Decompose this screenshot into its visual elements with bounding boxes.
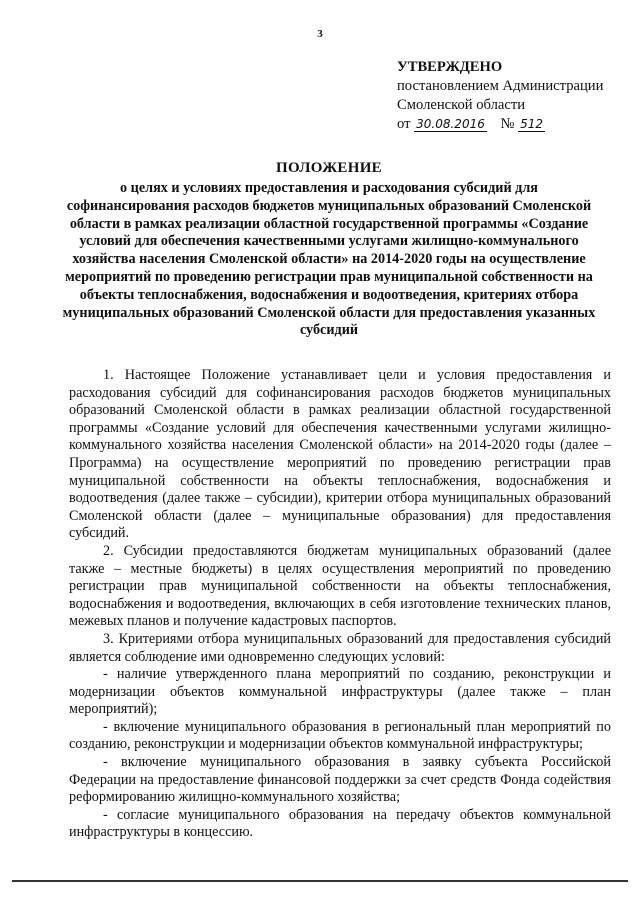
approval-line-2: Смоленской области <box>397 97 526 113</box>
paragraph-1: 1. Настоящее Положение устанавливает цели и условия предоставления и расходования субсидий для софинансирования расходов бюджетов муниципальных образований Смоленской области в рамках реализации областной государственной программы «Создание условий для обеспечения качественными услугами жилищно-коммунального хозяйства населения Смоленской области» на 2014-2020 годы (далее – Программа) на осуществление мероприятий по проведению регистрации прав муниципальной собственности на объекты теплоснабжения, водоснабжения и водоотведения (далее также – субсидии), критерии отбора муниципальных образований Смоленской области (далее – муниципальные образования) для предоставления субсидий. <box>69 367 611 542</box>
paragraph-2: 2. Субсидии предоставляются бюджетам муниципальных образований (далее также – местные бюджеты) в целях осуществления мероприятий по проведению регистрации прав муниципальной собственности на объекты теплоснабжения, водоснабжения и водоотведения, включающих в себя изготовление технических планов, межевых планов и получение кадастровых паспортов. <box>69 542 611 630</box>
criteria-item-3: - включение муниципального образования в заявку субъекта Российской Федерации на предоставление финансовой поддержки за счет средств Фонда содействия реформированию жилищно-коммунального хозяйства; <box>69 754 611 806</box>
paragraph-3: 3. Критериями отбора муниципальных образований для предоставления субсидий является соблюдение ими одновременно следующих условий: <box>69 630 611 665</box>
page-number: 3 <box>317 28 323 40</box>
approval-line-1: постановлением Администрации <box>397 78 604 94</box>
handwritten-number: 512 <box>520 117 544 131</box>
bottom-rule <box>12 880 628 882</box>
document-heading <box>60 158 598 340</box>
date-prefix: от <box>397 116 411 132</box>
criteria-item-1: - наличие утвержденного плана мероприятий по созданию, реконструкции и модернизации объектов коммунальной инфраструктуры (далее также – план мероприятий); <box>69 666 611 718</box>
approval-date-line <box>397 115 633 134</box>
criteria-item-2: - включение муниципального образования в региональный план мероприятий по созданию, реконструкции и модернизации объектов коммунальной инфраструктуры; <box>69 718 611 753</box>
number-sign: № <box>500 116 515 132</box>
document-body <box>69 367 611 842</box>
criteria-item-4: - согласие муниципального образования на передачу объектов коммунальной инфраструктуры в концессию. <box>69 806 611 841</box>
document-title: ПОЛОЖЕНИЕ <box>276 160 382 176</box>
document-subtitle: о целях и условиях предоставления и расходования субсидий для софинансирования расходов бюджетов муниципальных образований Смоленской области в рамках реализации областной государственной программы «Создание условий для обеспечения качественными услугами жилищно-коммунального хозяйства населения Смоленской области» на 2014-2020 годы на осуществление мероприятий по проведению регистрации прав муниципальной собственности на объекты теплоснабжения, водоснабжения и водоотведения, критериях отбора муниципальных образований Смоленской области для предоставления указанных субсидий <box>62 180 596 339</box>
approval-block <box>397 58 633 134</box>
handwritten-date: 30.08.2016 <box>416 117 485 131</box>
approval-title: УТВЕРЖДЕНО <box>397 59 503 75</box>
